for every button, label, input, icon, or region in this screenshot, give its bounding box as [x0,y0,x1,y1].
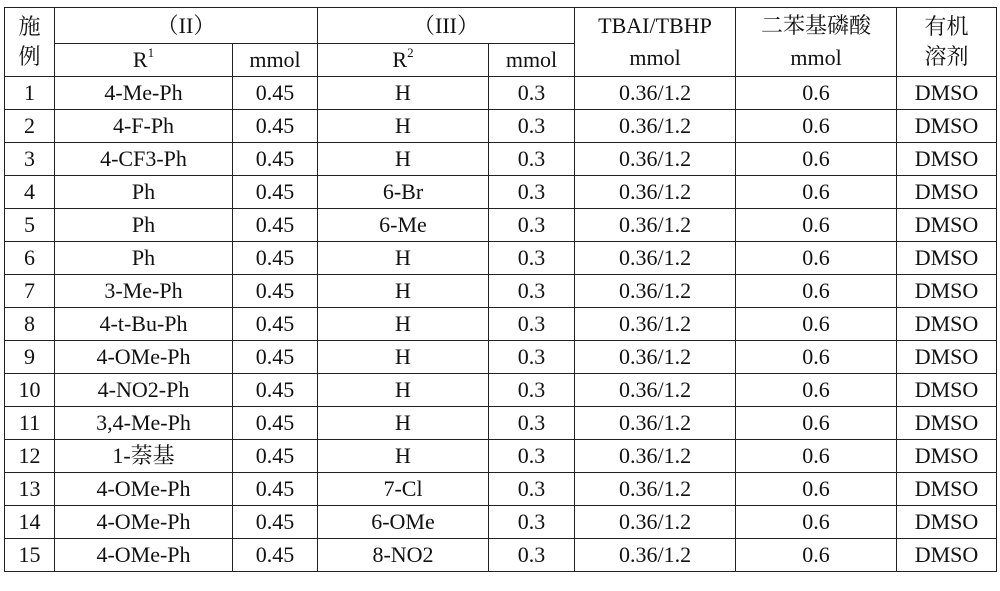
tbai-tbhp-mmol: 0.36/1.2 [575,407,736,440]
phosphinic-acid-mmol: 0.6 [736,275,897,308]
r1-mmol: 0.45 [233,407,318,440]
reaction-conditions-table [4,7,997,572]
r1-substituent: 4-Me-Ph [55,77,233,110]
r1-mmol: 0.45 [233,374,318,407]
table-row [5,275,997,308]
table-row [5,473,997,506]
table-row [5,242,997,275]
r1-substituent: 4-NO2-Ph [55,374,233,407]
tbai-tbhp-mmol: 0.36/1.2 [575,539,736,572]
tbai-tbhp-mmol: 0.36/1.2 [575,209,736,242]
tbai-tbhp-mmol: 0.36/1.2 [575,473,736,506]
phosphinic-acid-mmol: 0.6 [736,77,897,110]
header-r1 [55,44,233,77]
tbai-tbhp-mmol: 0.36/1.2 [575,341,736,374]
solvent: DMSO [897,242,997,275]
r2-mmol: 0.3 [489,440,575,473]
solvent: DMSO [897,473,997,506]
tbai-tbhp-mmol: 0.36/1.2 [575,242,736,275]
r1-mmol: 0.45 [233,308,318,341]
r1-mmol: 0.45 [233,242,318,275]
r1-mmol: 0.45 [233,341,318,374]
tbai-tbhp-mmol: 0.36/1.2 [575,143,736,176]
r1-substituent: Ph [55,176,233,209]
r1-mmol: 0.45 [233,473,318,506]
r1-mmol: 0.45 [233,143,318,176]
r2-substituent: H [318,275,489,308]
r1-substituent: 1-萘基 [55,440,233,473]
r2-mmol: 0.3 [489,209,575,242]
header-tbai-tbhp-label: TBAI/TBHP [598,13,712,38]
header-r1-label: R [132,47,148,72]
r2-mmol: 0.3 [489,308,575,341]
phosphinic-acid-mmol: 0.6 [736,473,897,506]
phosphinic-acid-mmol: 0.6 [736,539,897,572]
header-mmol-iii: mmol [489,44,575,77]
example-number: 9 [5,341,55,374]
example-number: 11 [5,407,55,440]
header-solvent: 有机溶剂 [897,8,997,77]
r2-substituent: 6-OMe [318,506,489,539]
solvent: DMSO [897,506,997,539]
phosphinic-acid-mmol: 0.6 [736,143,897,176]
phosphinic-acid-mmol: 0.6 [736,374,897,407]
tbai-tbhp-mmol: 0.36/1.2 [575,176,736,209]
table-row [5,143,997,176]
r2-substituent: H [318,242,489,275]
r1-mmol: 0.45 [233,110,318,143]
r2-substituent: 8-NO2 [318,539,489,572]
r1-mmol: 0.45 [233,176,318,209]
table-row [5,308,997,341]
r1-substituent: 4-F-Ph [55,110,233,143]
r2-substituent: H [318,143,489,176]
r2-mmol: 0.3 [489,242,575,275]
r2-mmol: 0.3 [489,341,575,374]
header-r1-sup: 1 [147,45,155,60]
solvent: DMSO [897,176,997,209]
r2-substituent: H [318,77,489,110]
phosphinic-acid-mmol: 0.6 [736,440,897,473]
r2-substituent: H [318,374,489,407]
r1-mmol: 0.45 [233,275,318,308]
header-phosphinic-acid-label: 二苯基磷酸 [761,13,872,38]
r2-substituent: 6-Br [318,176,489,209]
example-number: 10 [5,374,55,407]
r1-substituent: 4-OMe-Ph [55,539,233,572]
r2-substituent: 6-Me [318,209,489,242]
r2-mmol: 0.3 [489,77,575,110]
tbai-tbhp-mmol: 0.36/1.2 [575,308,736,341]
example-number: 6 [5,242,55,275]
r1-substituent: 4-CF3-Ph [55,143,233,176]
r2-mmol: 0.3 [489,407,575,440]
table-row [5,209,997,242]
tbai-tbhp-mmol: 0.36/1.2 [575,506,736,539]
r2-mmol: 0.3 [489,506,575,539]
r2-substituent: H [318,110,489,143]
table-row [5,440,997,473]
r2-substituent: H [318,440,489,473]
solvent: DMSO [897,77,997,110]
r1-substituent: 4-t-Bu-Ph [55,308,233,341]
phosphinic-acid-mmol: 0.6 [736,308,897,341]
solvent: DMSO [897,143,997,176]
solvent: DMSO [897,275,997,308]
r1-substituent: 4-OMe-Ph [55,473,233,506]
phosphinic-acid-mmol: 0.6 [736,176,897,209]
phosphinic-acid-mmol: 0.6 [736,407,897,440]
r1-substituent: 3,4-Me-Ph [55,407,233,440]
solvent: DMSO [897,374,997,407]
example-number: 13 [5,473,55,506]
example-number: 14 [5,506,55,539]
example-number: 7 [5,275,55,308]
header-r2-label: R [392,47,408,72]
r1-substituent: 3-Me-Ph [55,275,233,308]
r1-mmol: 0.45 [233,77,318,110]
tbai-tbhp-mmol: 0.36/1.2 [575,275,736,308]
tbai-tbhp-mmol: 0.36/1.2 [575,440,736,473]
phosphinic-acid-mmol: 0.6 [736,242,897,275]
table-row [5,176,997,209]
phosphinic-acid-mmol: 0.6 [736,341,897,374]
r1-substituent: 4-OMe-Ph [55,341,233,374]
phosphinic-acid-mmol: 0.6 [736,110,897,143]
solvent: DMSO [897,407,997,440]
r2-mmol: 0.3 [489,110,575,143]
r1-mmol: 0.45 [233,506,318,539]
r2-mmol: 0.3 [489,473,575,506]
table-row [5,407,997,440]
table-row [5,539,997,572]
r2-substituent: H [318,341,489,374]
header-tbai-tbhp-unit: mmol [629,45,681,70]
example-number: 1 [5,77,55,110]
r1-mmol: 0.45 [233,539,318,572]
example-number: 2 [5,110,55,143]
solvent: DMSO [897,539,997,572]
header-compound-iii: （III） [318,8,575,44]
header-phosphinic-acid-unit: mmol [790,45,842,70]
header-mmol-ii: mmol [233,44,318,77]
r2-mmol: 0.3 [489,143,575,176]
r1-mmol: 0.45 [233,209,318,242]
solvent: DMSO [897,308,997,341]
solvent: DMSO [897,110,997,143]
solvent: DMSO [897,341,997,374]
r2-substituent: 7-Cl [318,473,489,506]
r2-substituent: H [318,407,489,440]
example-number: 5 [5,209,55,242]
r1-substituent: 4-OMe-Ph [55,506,233,539]
header-r2 [318,44,489,77]
table-row [5,374,997,407]
table-row [5,341,997,374]
r1-substituent: Ph [55,242,233,275]
solvent: DMSO [897,209,997,242]
header-example: 施例 [5,8,55,77]
example-number: 12 [5,440,55,473]
solvent: DMSO [897,440,997,473]
example-number: 3 [5,143,55,176]
header-r2-sup: 2 [407,45,414,60]
r2-substituent: H [318,308,489,341]
table-row [5,506,997,539]
example-number: 4 [5,176,55,209]
r1-mmol: 0.45 [233,440,318,473]
example-number: 15 [5,539,55,572]
r1-substituent: Ph [55,209,233,242]
tbai-tbhp-mmol: 0.36/1.2 [575,77,736,110]
table-row [5,77,997,110]
header-row-1 [5,8,997,44]
header-phosphinic-acid [736,8,897,77]
example-number: 8 [5,308,55,341]
r2-mmol: 0.3 [489,539,575,572]
header-tbai-tbhp [575,8,736,77]
r2-mmol: 0.3 [489,176,575,209]
header-compound-ii: （II） [55,8,318,44]
phosphinic-acid-mmol: 0.6 [736,209,897,242]
phosphinic-acid-mmol: 0.6 [736,506,897,539]
tbai-tbhp-mmol: 0.36/1.2 [575,110,736,143]
table-row [5,110,997,143]
r2-mmol: 0.3 [489,275,575,308]
tbai-tbhp-mmol: 0.36/1.2 [575,374,736,407]
r2-mmol: 0.3 [489,374,575,407]
